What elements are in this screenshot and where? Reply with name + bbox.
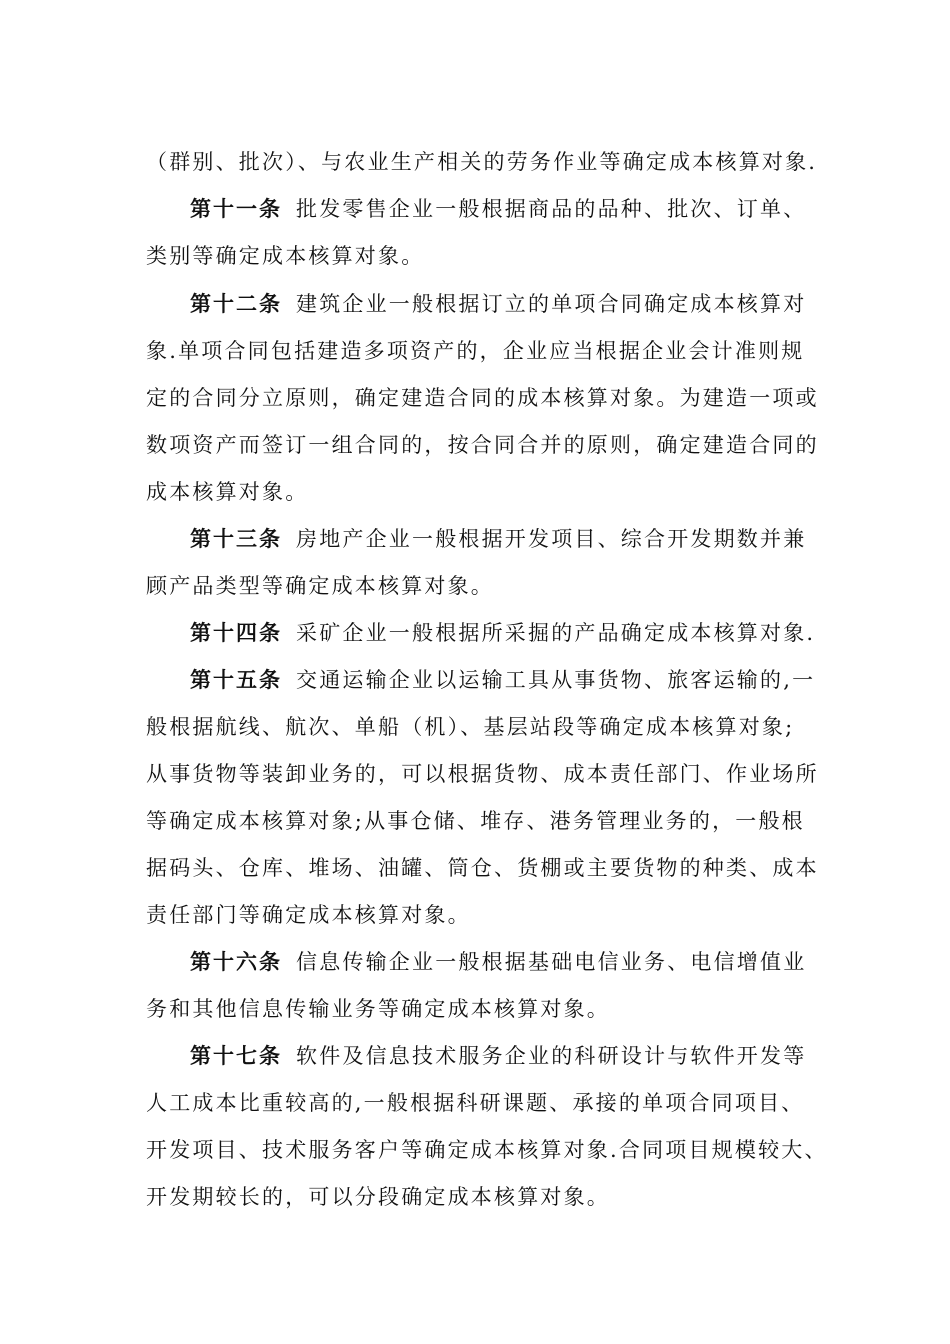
text-line: 等确定成本核算对象;从事仓储、堆存、港务管理业务的，一般根 (146, 809, 805, 833)
text-line: 建筑企业一般根据订立的单项合同确定成本核算对 (296, 292, 807, 316)
text-line: 人工成本比重较高的,一般根据科研课题、承接的单项合同项目、 (146, 1091, 805, 1115)
text-line: 批发零售企业一般根据商品的品种、批次、订单、 (296, 197, 807, 221)
text-line: 据码头、仓库、堆场、油罐、筒仓、货棚或主要货物的种类、成本 (146, 856, 819, 880)
text-line: 房地产企业一般根据开发项目、综合开发期数并兼 (296, 527, 807, 551)
article-14-line (190, 618, 815, 648)
text-line: 从事货物等装卸业务的，可以根据货物、成本责任部门、作业场所 (146, 762, 819, 786)
article-number: 第十七条 (190, 1044, 282, 1068)
article-number: 第十二条 (190, 292, 282, 316)
article-16-line (190, 947, 806, 977)
text-line: 软件及信息技术服务企业的科研设计与软件开发等 (296, 1044, 807, 1068)
text-line: 务和其他信息传输业务等确定成本核算对象。 (146, 997, 610, 1021)
text-line: 信息传输企业一般根据基础电信业务、电信增值业 (296, 950, 807, 974)
article-number: 第十一条 (190, 197, 282, 221)
text-line: 交通运输企业以运输工具从事货物、旅客运输的,一 (296, 668, 816, 692)
article-13-line (190, 524, 806, 554)
text-line: 类别等确定成本核算对象。 (146, 244, 425, 268)
text-line: 成本核算对象。 (146, 480, 309, 504)
article-12-line (190, 289, 806, 319)
text-line: 责任部门等确定成本核算对象。 (146, 903, 471, 927)
text-line: 采矿企业一般根据所采掘的产品确定成本核算对象. (296, 621, 816, 645)
text-line: 开发期较长的，可以分段确定成本核算对象。 (146, 1185, 610, 1209)
text-line: 定的合同分立原则，确定建造合同的成本核算对象。为建造一项或 (146, 386, 819, 410)
article-number: 第十四条 (190, 621, 282, 645)
article-number: 第十六条 (190, 950, 282, 974)
text-line: 般根据航线、航次、单船（机）、基层站段等确定成本核算对象; (146, 715, 795, 739)
text-line: 开发项目、技术服务客户等确定成本核算对象.合同项目规模较大、 (146, 1138, 828, 1162)
article-number: 第十五条 (190, 668, 282, 692)
text-line: （群别、批次）、与农业生产相关的劳务作业等确定成本核算对象. (146, 150, 818, 174)
article-17-line (190, 1041, 806, 1071)
article-number: 第十三条 (190, 527, 282, 551)
article-15-line (190, 665, 815, 695)
text-line: 象.单项合同包括建造多项资产的，企业应当根据企业会计准则规 (146, 339, 805, 363)
text-line: 顾产品类型等确定成本核算对象。 (146, 574, 494, 598)
article-11-line (190, 194, 806, 224)
text-line: 数项资产而签订一组合同的，按合同合并的原则，确定建造合同的 (146, 433, 819, 457)
